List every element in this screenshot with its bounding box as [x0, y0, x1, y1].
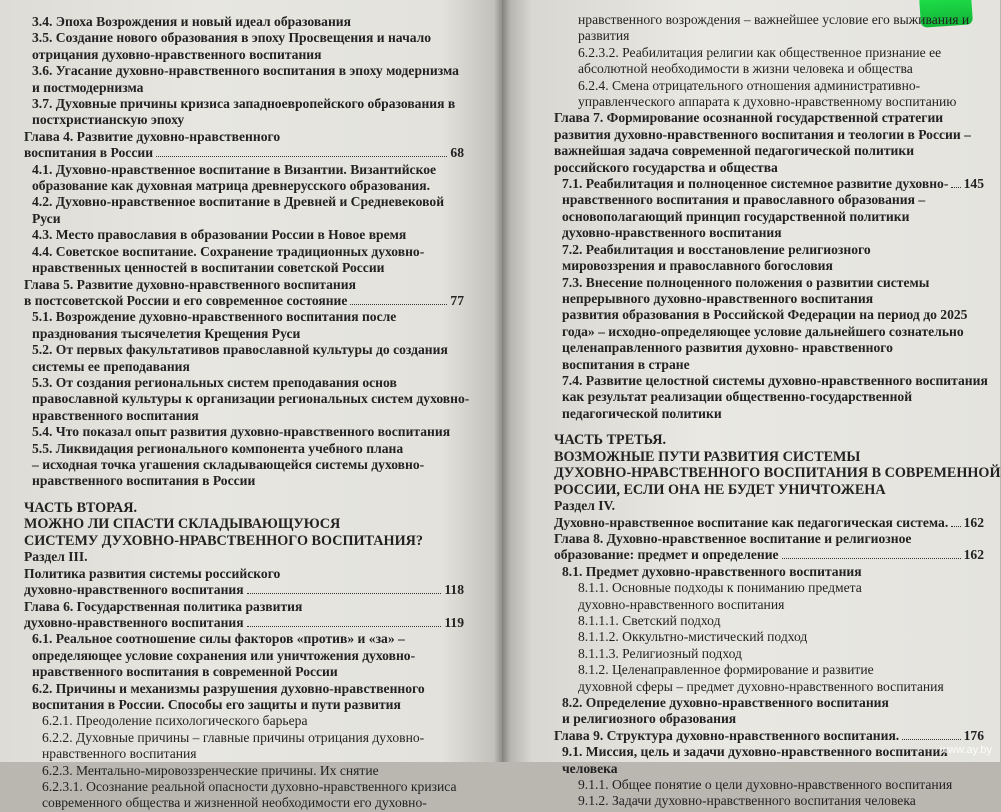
- part-heading: ЧАСТЬ ТРЕТЬЯ.: [554, 432, 667, 449]
- toc-line: 8.2. Определение духовно-нравственного воспитания: [562, 695, 889, 711]
- toc-line: 8.1.1. Основные подходы к пониманию предмета: [578, 580, 862, 596]
- toc-line: мировоззрения и православного богословия: [562, 258, 833, 274]
- part-heading: СИСТЕМУ ДУХОВНО-НРАВСТВЕННОГО ВОСПИТАНИЯ?: [24, 532, 423, 549]
- toc-entry: [554, 176, 984, 192]
- toc-line: как результат реализации общественно-государственной: [562, 389, 913, 405]
- toc-line: 9.1.1. Общее понятие о цели духовно-нравственного воспитания: [578, 777, 953, 793]
- toc-line: 5.3. От создания региональных систем преподавания основ: [32, 374, 397, 390]
- toc-line: нравственного воспитания в современной России: [32, 664, 338, 680]
- toc-page-number: 118: [444, 582, 464, 598]
- toc-page-number: 145: [963, 176, 984, 192]
- toc-page-number: 162: [963, 514, 984, 530]
- part-heading: МОЖНО ЛИ СПАСТИ СКЛАДЫВАЮЩУЮСЯ: [24, 516, 341, 533]
- toc-line: основополагающий принцип государственной политики: [562, 208, 910, 224]
- toc-line: Раздел III.: [24, 549, 88, 565]
- dot-leader: [782, 558, 961, 559]
- toc-line: образование как духовная матрица древнерусского образования.: [32, 178, 431, 194]
- toc-line: Глава 4. Развитие духовно-нравственного: [24, 128, 281, 144]
- toc-line: человека: [562, 760, 618, 776]
- toc-line: – исходная точка угашения складывающейся системы духовно-: [32, 456, 425, 472]
- toc-line: 6.1. Реальное соотношение силы факторов «против» и «за» –: [32, 631, 405, 647]
- dot-leader: [156, 156, 447, 157]
- toc-line: 6.2.3.2. Реабилитация религии как общественное признание ее: [578, 44, 942, 60]
- toc-line: 6.2.2. Духовные причины – главные причины отрицания духовно-: [42, 729, 425, 745]
- toc-line: современного общества и жизненной необходимости его духовно-: [42, 795, 427, 811]
- toc-page-number: 68: [450, 145, 464, 161]
- toc-line: 8.1.1.2. Оккультно-мистический подход: [578, 629, 808, 645]
- toc-line: 4.3. Место православия в образовании России в Новое время: [32, 227, 407, 243]
- toc-line: важнейшая задача современной педагогической политики: [554, 143, 915, 159]
- toc-entry: [554, 728, 984, 744]
- toc-line: управленческого аппарата к духовно-нравственному воспитанию: [578, 94, 957, 110]
- toc-line: 7.2. Реабилитация и восстановление религиозного: [562, 241, 871, 257]
- toc-entry-title: воспитания в России: [24, 145, 154, 161]
- toc-entry-title: образование: предмет и определение: [554, 547, 779, 563]
- toc-entry-title: Духовно-нравственное воспитание как педагогическая система.: [554, 514, 949, 530]
- toc-line: нравственного воспитания в России: [32, 473, 256, 489]
- toc-line: Глава 5. Развитие духовно-нравственного воспитания: [24, 276, 356, 292]
- dot-leader: [951, 187, 960, 188]
- toc-line: 6.2.1. Преодоление психологического барьера: [42, 713, 308, 729]
- toc-line: 7.4. Развитие целостной системы духовно-нравственного воспитания: [562, 372, 988, 388]
- toc-line: нравственных ценностей в воспитании советской России: [32, 260, 385, 276]
- toc-line: абсолютной необходимости в жизни человека и общества: [578, 61, 913, 77]
- toc-line: нравственного воспитания: [42, 746, 197, 762]
- toc-page-number: 162: [963, 547, 984, 563]
- left-toc-column: [24, 14, 470, 812]
- toc-entry: [24, 145, 464, 161]
- toc-line: 9.1. Миссия, цель и задачи духовно-нравственного воспитания: [562, 744, 948, 760]
- toc-line: целенаправленного развития духовно- нравственного: [562, 340, 893, 356]
- toc-line: развития образования в Российской Федерации на период до 2025: [562, 307, 968, 323]
- toc-line: развития: [578, 28, 630, 44]
- toc-line: 6.2.4. Смена отрицательного отношения административно-: [578, 77, 921, 93]
- toc-line: 9.1.2. Задачи духовно-нравственного воспитания человека: [578, 793, 916, 809]
- toc-entry-title: 7.1. Реабилитация и полноценное системное развитие духовно-: [562, 176, 949, 192]
- toc-line: 5.1. Возрождение духовно-нравственного воспитания после: [32, 309, 397, 325]
- toc-line: 8.1.2. Целенаправленное формирование и развитие: [578, 662, 874, 678]
- dot-leader: [951, 526, 960, 527]
- toc-line: непрерывного духовно-нравственного воспитания: [562, 290, 874, 306]
- toc-line: системы ее преподавания: [32, 358, 190, 374]
- toc-line: Глава 8. Духовно-нравственное воспитание и религиозное: [554, 530, 912, 546]
- toc-line: Политика развития системы российского: [24, 565, 281, 581]
- toc-line: 6.2.3.1. Осознание реальной опасности духовно-нравственного кризиса: [42, 778, 457, 794]
- toc-entry: [24, 582, 464, 598]
- part-heading: ЧАСТЬ ВТОРАЯ.: [24, 499, 138, 516]
- toc-line: 8.1.1.1. Светский подход: [578, 613, 721, 628]
- toc-line: нравственного возрождения – важнейшее условие его выживания и: [578, 12, 970, 27]
- toc-entry: [554, 515, 984, 531]
- toc-line: воспитания в России. Способы его защиты и пути развития: [32, 696, 401, 712]
- toc-line: празднования тысячелетия Крещения Руси: [32, 325, 301, 341]
- toc-line: Раздел IV.: [554, 498, 616, 514]
- toc-page-number: 119: [444, 614, 464, 630]
- toc-line: воспитания в стране: [562, 356, 690, 372]
- toc-entry: [24, 615, 464, 631]
- toc-line: постхристианскую эпоху: [32, 112, 185, 128]
- toc-entry: [554, 547, 984, 563]
- toc-entry-title: духовно-нравственного воспитания: [24, 614, 244, 630]
- toc-line: духовно-нравственного воспитания: [578, 596, 785, 612]
- toc-line: определяющее условие сохранения или уничтожения духовно-: [32, 647, 416, 663]
- toc-line: 4.2. Духовно-нравственное воспитание в Древней и Средневековой: [32, 194, 445, 210]
- toc-line: педагогической политики: [562, 405, 722, 421]
- toc-line: 3.7. Духовные причины кризиса западноевропейского образования в: [32, 96, 456, 112]
- toc-line: и религиозного образования: [562, 711, 737, 727]
- site-watermark: www.ay.by: [940, 744, 992, 756]
- toc-line: года» – исходно-определяющее условие дальнейшего сознательно: [562, 323, 964, 339]
- dot-leader: [247, 626, 442, 627]
- toc-line: развития духовно-нравственного воспитания и теологии в России –: [554, 126, 971, 142]
- toc-line: Глава 6. Государственная политика развития: [24, 598, 303, 614]
- toc-line: 6.2. Причины и механизмы разрушения духовно-нравственного: [32, 680, 425, 696]
- toc-line: российского государства и общества: [554, 159, 778, 175]
- toc-line: духовно-нравственного воспитания: [562, 225, 782, 241]
- toc-line: православной культуры к организации региональных систем духовно-: [32, 391, 470, 407]
- toc-line: нравственного воспитания и православного образования –: [562, 192, 926, 208]
- toc-entry: [24, 293, 464, 309]
- toc-line: 3.4. Эпоха Возрождения и новый идеал образования: [32, 14, 351, 29]
- dot-leader: [902, 739, 960, 740]
- right-toc-column: [554, 12, 1001, 810]
- toc-line: нравственного воспитания: [32, 407, 199, 423]
- toc-line: 5.5. Ликвидация регионального компонента учебного плана: [32, 440, 404, 456]
- dot-leader: [350, 304, 447, 305]
- toc-line: 8.1.1.3. Религиозный подход: [578, 645, 742, 661]
- toc-line: Глава 7. Формирование осознанной государственной стратегии: [554, 110, 944, 126]
- part-heading: РОССИИ, ЕСЛИ ОНА НЕ БУДЕТ УНИЧТОЖЕНА: [554, 481, 886, 498]
- toc-entry-title: в постсоветской России и его современное состояние: [24, 292, 348, 308]
- toc-line: 4.4. Советское воспитание. Сохранение традиционных духовно-: [32, 243, 425, 259]
- toc-line: и постмодернизма: [32, 79, 144, 95]
- spacer: [554, 422, 984, 432]
- toc-page-number: 176: [963, 727, 984, 743]
- spacer: [24, 490, 464, 500]
- toc-entry-title: Глава 9. Структура духовно-нравственного воспитания.: [554, 727, 900, 743]
- toc-line: 5.2. От первых факультативов православной культуры до создания: [32, 342, 448, 358]
- toc-line: 3.5. Создание нового образования в эпоху Просвещения и начало: [32, 30, 432, 46]
- toc-line: 5.4. Что показал опыт развития духовно-нравственного воспитания: [32, 424, 451, 440]
- toc-entry-title: духовно-нравственного воспитания: [24, 582, 244, 598]
- book-gutter: [494, 0, 510, 762]
- toc-line: отрицания духовно-нравственного воспитания: [32, 46, 322, 62]
- part-heading: ВОЗМОЖНЫЕ ПУТИ РАЗВИТИЯ СИСТЕМЫ: [554, 448, 861, 465]
- toc-line: 4.1. Духовно-нравственное воспитание в Византии. Византийское: [32, 161, 437, 177]
- toc-line: 6.2.3. Ментально-мировоззренческие причины. Их снятие: [42, 762, 379, 778]
- dot-leader: [247, 593, 442, 594]
- right-page: [502, 0, 1001, 809]
- toc-line: 3.6. Угасание духовно-нравственного воспитания в эпоху модернизма: [32, 63, 459, 79]
- part-heading: ДУХОВНО-НРАВСТВЕННОГО ВОСПИТАНИЯ В СОВРЕМЕННОЙ: [554, 465, 1001, 482]
- toc-line: духовной сферы – предмет духовно-нравственного воспитания: [578, 678, 944, 694]
- toc-page-number: 77: [450, 292, 464, 308]
- toc-line: 8.1. Предмет духовно-нравственного воспитания: [562, 563, 862, 579]
- toc-line: 7.3. Внесение полноценного положения о развитии системы: [562, 274, 930, 290]
- toc-line: Руси: [32, 210, 61, 226]
